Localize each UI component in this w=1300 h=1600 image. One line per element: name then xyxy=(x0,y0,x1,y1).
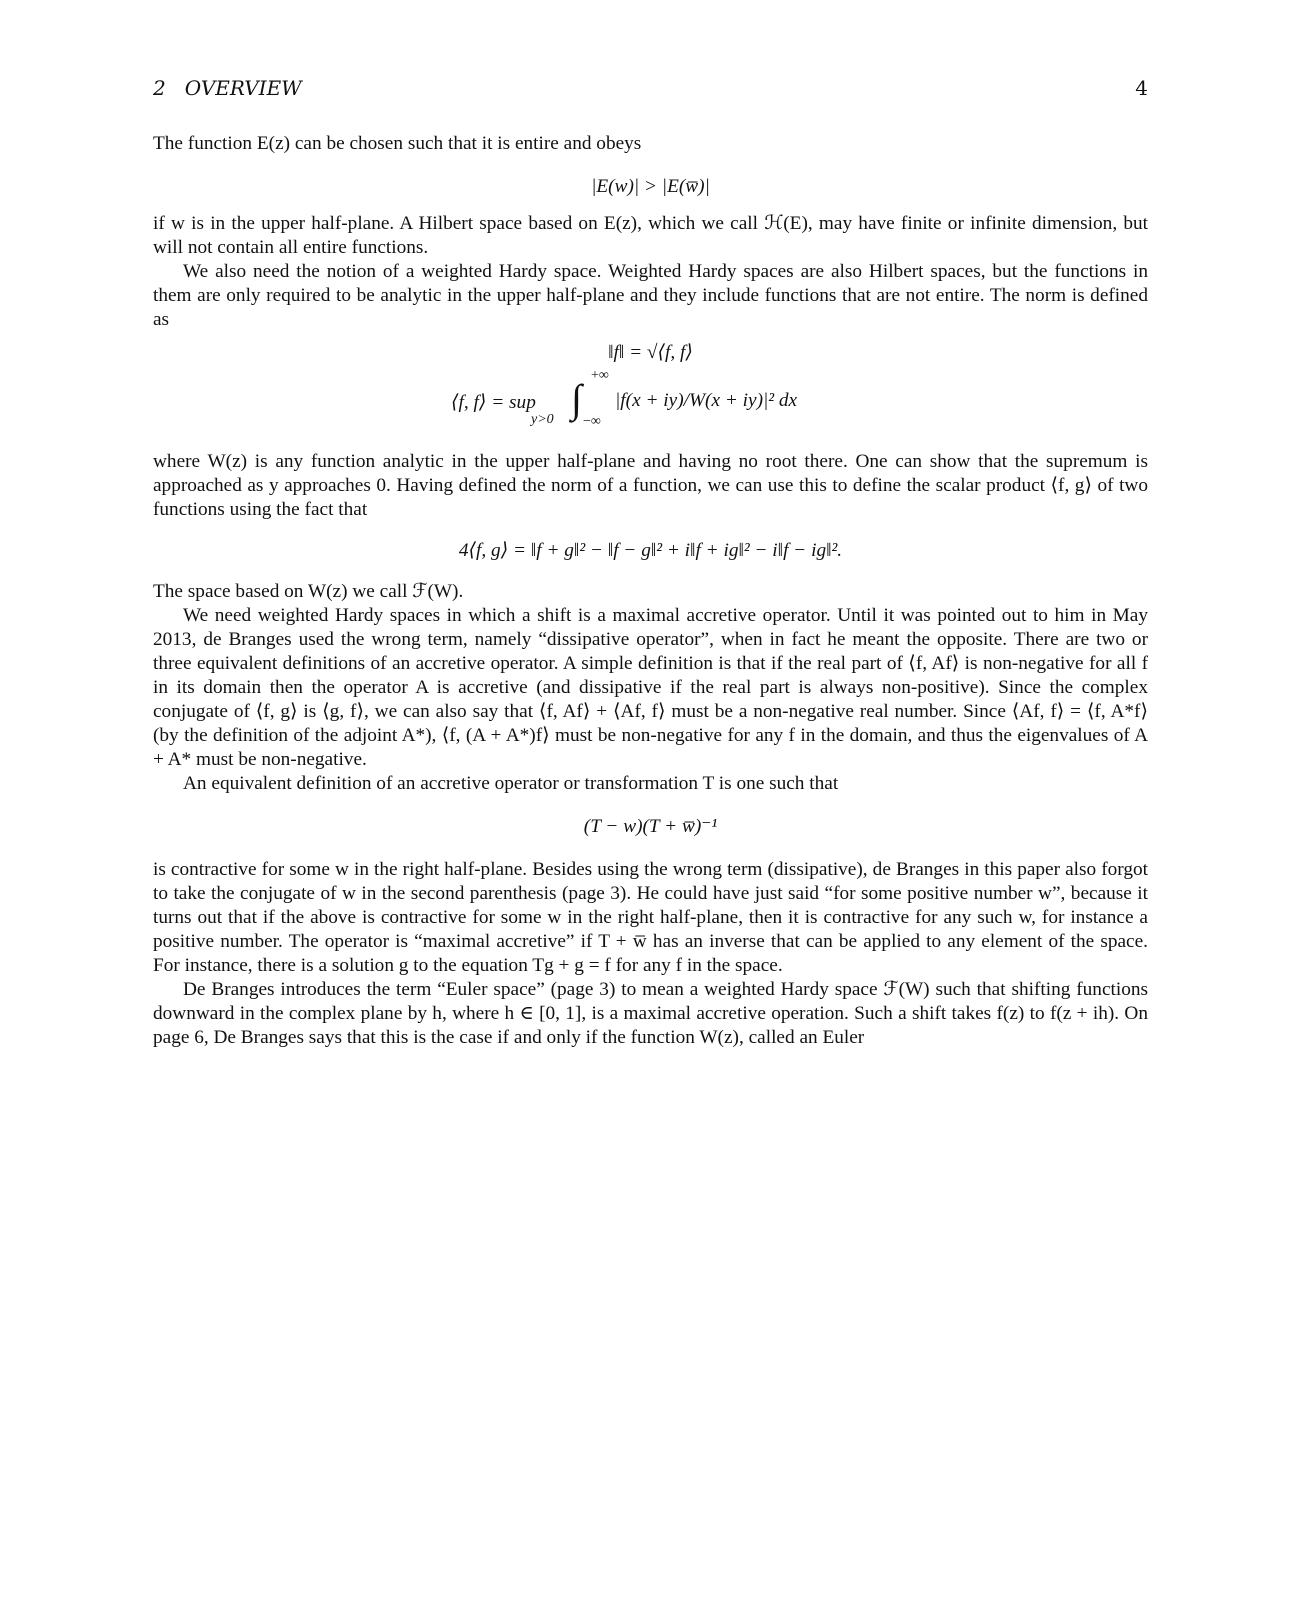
paragraph-text: The space based on W(z) we call ℱ(W). xyxy=(153,581,464,602)
equation-inner-product xyxy=(153,370,1148,432)
paragraph-text: if w is in the upper half-plane. A Hilbert space based on E(z), which we call ℋ(E), may have finite or infinite dimension, but will not contain all entire functions. xyxy=(153,213,1148,258)
eq-integrand: |f(x + iy)/W(x + iy)|² dx xyxy=(615,390,798,411)
paragraph-4 xyxy=(153,580,1148,796)
paragraph-2 xyxy=(153,212,1148,332)
eq-lhs: ⟨f, f⟩ = sup xyxy=(451,392,536,413)
paragraph-text: We also need the notion of a weighted Hardy space. Weighted Hardy spaces are also Hilbert spaces, but the functions in them are only required to be analytic in the upper half-plane and they include functions that are not entire. The norm is defined as xyxy=(153,261,1148,330)
equation-polarization: 4⟨f, g⟩ = ‖f + g‖² − ‖f − g‖² + i‖f + ig‖² − i‖f − ig‖². xyxy=(458,540,843,561)
integral-sign: ∫ xyxy=(571,376,582,421)
eq-upper-limit: +∞ xyxy=(591,368,609,383)
page xyxy=(153,76,1148,1050)
running-header xyxy=(153,76,1148,100)
section-title: 2 OVERVIEW xyxy=(153,76,302,100)
equation-norm: ‖f‖ = √⟨f, f⟩ xyxy=(608,342,693,363)
equation-cayley: (T − w)(T + w̅)⁻¹ xyxy=(583,816,718,837)
paragraph-text: The function E(z) can be chosen such that it is entire and obeys xyxy=(153,133,642,154)
eq-sup-subscript: y>0 xyxy=(531,412,554,427)
equation-1: |E(w)| > |E(w̅)| xyxy=(591,176,710,197)
paragraph-text: De Branges introduces the term “Euler space” (page 3) to mean a weighted Hardy space ℱ(W) such that shifting functions downward in the complex plane by h, where h ∈ [0, 1], is a maximal accretive operation. Such a shift takes f(z) to f(z + ih). On page 6, De Branges says that this is the case if and only if the function W(z), called an Euler xyxy=(153,979,1148,1048)
paragraph-5 xyxy=(153,858,1148,1050)
paragraph-text: We need weighted Hardy spaces in which a shift is a maximal accretive operator. Until it was pointed out to him in May 2013, de Branges used the wrong term, namely “dissipative operator”, when in fact he meant the opposite. There are two or three equivalent definitions of an accretive operator. A simple definition is that if the real part of ⟨f, Af⟩ is non-negative for all f in its domain then the operator A is accretive (and dissipative if the real part is always non-positive). Since the complex conjugate of ⟨f, g⟩ is ⟨g, f⟩, we can also say that ⟨f, Af⟩ + ⟨Af, f⟩ must be a non-negative real number. Since ⟨Af, f⟩ = ⟨f, A*f⟩ (by the definition of the adjoint A*), ⟨f, (A + A*)f⟩ must be non-negative for any f in the domain, and thus the eigenvalues of A + A* must be non-negative. xyxy=(153,605,1148,770)
paragraph-3 xyxy=(153,450,1148,522)
eq-lower-limit: −∞ xyxy=(583,414,601,429)
page-number: 4 xyxy=(1135,76,1148,100)
paragraph-text: is contractive for some w in the right half-plane. Besides using the wrong term (dissipative), de Branges in this paper also forgot to take the conjugate of w in the second parenthesis (page 3). He could have just said “for some positive number w”, because it turns out that if the above is contractive for some w in the right half-plane, then it is contractive for any such w, for instance a positive number. The operator is “maximal accretive” if T + w̅ has an inverse that can be applied to any element of the space. For instance, there is a solution g to the equation Tg + g = f for any f in the space. xyxy=(153,859,1148,976)
paragraph-text: An equivalent definition of an accretive operator or transformation T is one such that xyxy=(183,773,839,794)
paragraph-1 xyxy=(153,132,1148,156)
paragraph-text: where W(z) is any function analytic in the upper half-plane and having no root there. One can show that the supremum is approached as y approaches 0. Having defined the norm of a function, we can use this to define the scalar product ⟨f, g⟩ of two functions using the fact that xyxy=(153,451,1148,520)
